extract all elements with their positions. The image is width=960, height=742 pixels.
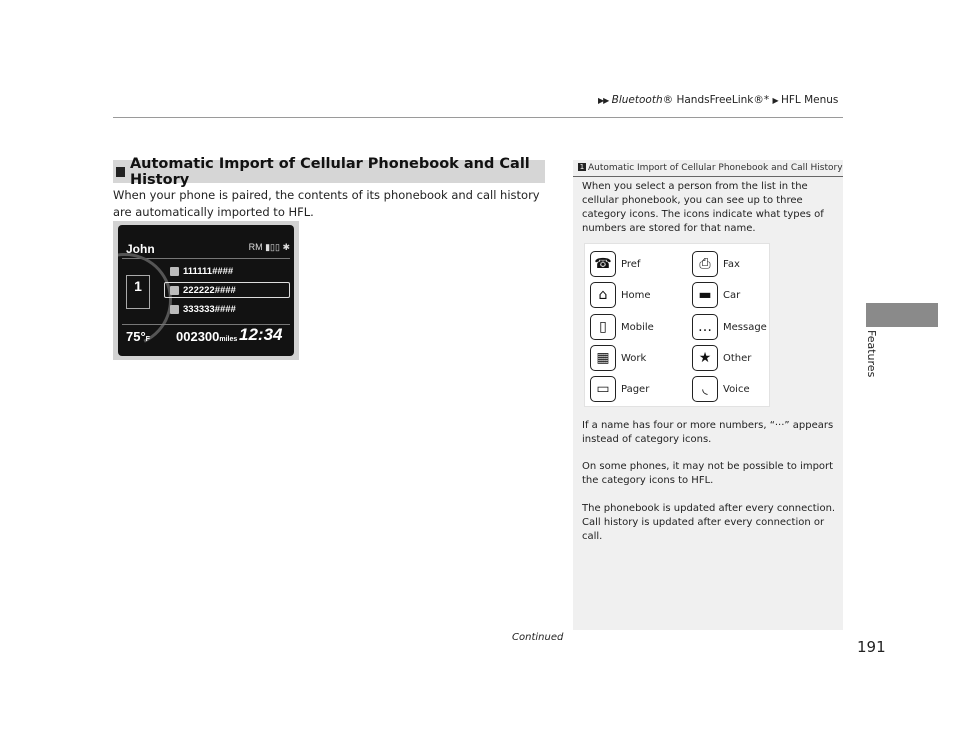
note-paragraph-import-limitation: On some phones, it may not be possible to import the category icons to HFL. [582, 461, 834, 486]
section-body: When your phone is paired, the contents of its phonebook and call history are automatically imported to HFL. [113, 188, 540, 219]
breadcrumb-item-handsfreelink: ® HandsFreeLink®* [662, 94, 770, 106]
phone-number-row [170, 265, 233, 278]
category-item-work [590, 345, 646, 371]
note-paragraph-many-numbers: If a name has four or more numbers, “···” appears instead of category icons. [582, 420, 834, 445]
breadcrumb-item-bluetooth: Bluetooth [611, 94, 663, 106]
work-icon: ▦ [590, 345, 616, 371]
breadcrumb-arrow-icon: ▶▶ [598, 96, 609, 105]
note-number: 1 [579, 163, 585, 171]
phone-icon: ☎ [590, 251, 616, 277]
category-label: Other [723, 352, 752, 364]
voice-icon: ◟ [692, 376, 718, 402]
contact-name: John [126, 242, 155, 256]
category-label: Pager [621, 383, 650, 395]
category-label: Voice [723, 383, 750, 395]
category-label: Home [621, 289, 651, 301]
category-label: Message [723, 321, 767, 333]
cluster-display-image [113, 221, 299, 360]
category-item-pager [590, 376, 649, 402]
chapter-tab-label: Features [865, 330, 878, 378]
cluster-screen [118, 225, 294, 356]
category-label: Car [723, 289, 741, 301]
category-icon [170, 267, 179, 276]
odometer-value: 002300 [176, 329, 220, 344]
category-label: Fax [723, 258, 740, 270]
chapter-tab-marker [866, 303, 938, 327]
note-paragraph-update: The phonebook is updated after every connection. Call history is updated after every connection or call. [582, 503, 836, 542]
category-label: Work [621, 352, 647, 364]
section-heading [113, 155, 545, 188]
clock: 12:34 [239, 325, 283, 344]
category-item-mobile [590, 314, 654, 340]
phone-number: 333333#### [183, 304, 236, 315]
sidebar-note [573, 160, 843, 630]
phone-number-row [170, 303, 236, 316]
category-label: Pref [621, 258, 641, 270]
phone-number-row-selected [164, 282, 290, 298]
category-item-car [692, 282, 740, 308]
pager-icon: ▭ [590, 376, 616, 402]
star-icon: ★ [692, 345, 718, 371]
list-position-badge: 1 [126, 275, 150, 309]
continued-label: Continued [512, 632, 564, 643]
fax-icon: ⎙ [692, 251, 718, 277]
category-item-pref [590, 251, 640, 277]
category-icon [170, 286, 179, 295]
note-divider [573, 176, 843, 177]
section-title: Automatic Import of Cellular Phonebook and Call History [129, 155, 530, 188]
category-item-message [692, 314, 767, 340]
note-intro: When you select a person from the list in the cellular phonebook, you can see up to three category icons. The icons indicate what types of numbers are stored for that name. [582, 181, 824, 234]
category-label: Mobile [621, 321, 654, 333]
category-item-home [590, 282, 651, 308]
mobile-icon: ▯ [590, 314, 616, 340]
odometer [176, 329, 237, 344]
home-icon: ⌂ [590, 282, 616, 308]
status-icons: RM ▮▯▯ ✱ [248, 242, 290, 252]
phone-number: 222222#### [183, 284, 236, 296]
category-item-fax [692, 251, 740, 277]
page-number: 191 [857, 638, 886, 656]
square-bullet-icon [116, 167, 125, 177]
note-heading [578, 163, 843, 173]
category-icons-panel [584, 243, 770, 407]
message-icon: … [692, 314, 718, 340]
breadcrumb-arrow-icon: ▶ [772, 96, 778, 105]
odometer-unit: miles [219, 336, 238, 343]
breadcrumb [598, 94, 838, 106]
temperature-unit: F [145, 336, 150, 343]
chapter-tab [862, 330, 882, 390]
category-item-voice [692, 376, 750, 402]
car-icon: ▬ [692, 282, 718, 308]
category-item-other [692, 345, 751, 371]
phone-number: 111111#### [183, 266, 234, 277]
breadcrumb-item-hfl-menus: HFL Menus [780, 94, 839, 106]
category-icon [170, 305, 179, 314]
temperature-value: 75° [126, 329, 146, 344]
outside-temperature [126, 329, 150, 344]
header-divider [113, 117, 843, 118]
note-title: Automatic Import of Cellular Phonebook and Call History [588, 163, 843, 173]
